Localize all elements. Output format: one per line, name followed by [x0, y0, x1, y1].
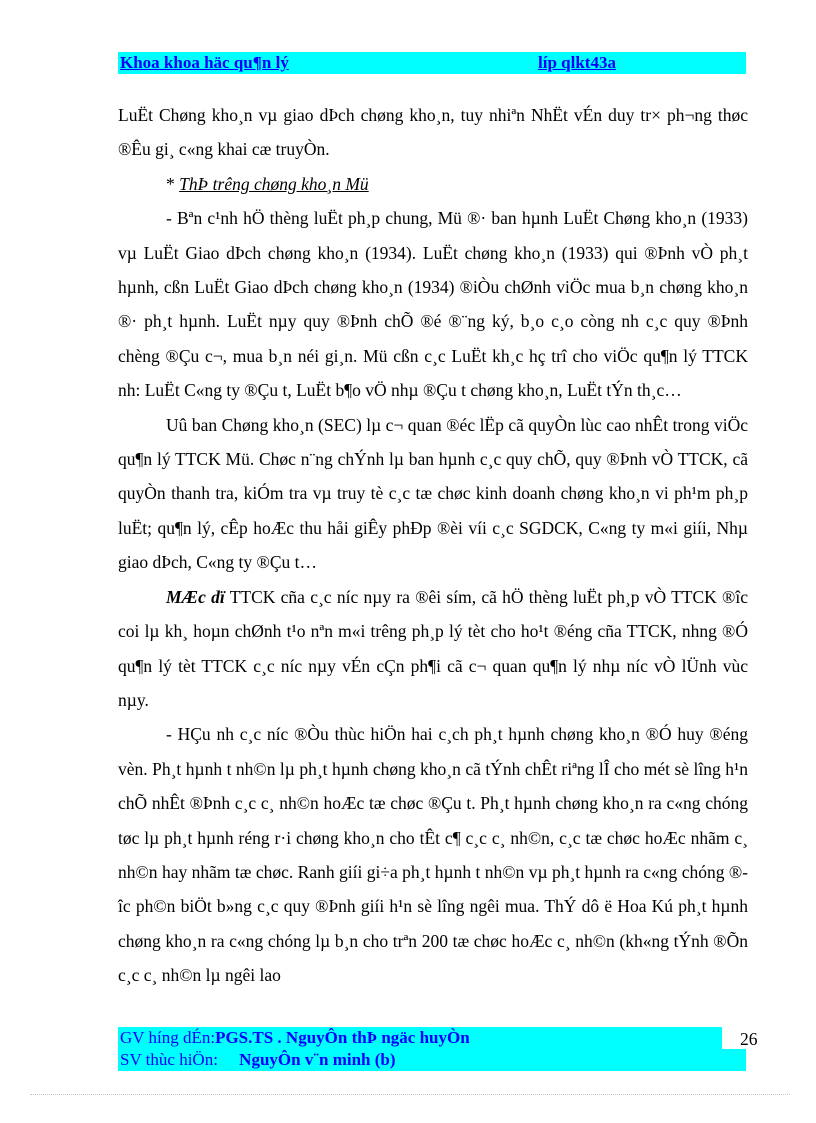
paragraph-1: LuËt Chøng kho¸n vµ giao dÞch chøng kho¸n, tuy nhiªn NhËt vÉn duy tr× ph¬ng thøc ®Êu gi¸ c«ng khai cæ truyÒn.: [118, 105, 748, 160]
paragraph-4-lead: MÆc dï: [166, 586, 225, 607]
footer-supervisor: [120, 1028, 470, 1048]
student-name: NguyÔn v¨n minh (b): [239, 1050, 396, 1069]
paragraph-4: [118, 580, 748, 718]
paragraph-2: - Bªn c¹nh hÖ thèng luËt ph¸p chung, Mü ®· ban hµnh LuËt Chøng kho¸n (1933) vµ LuËt Giao dÞch chøng kho¸n (1934). LuËt chøng kho¸n (1933) qui ®Þnh vÒ ph¸t hµnh, cßn LuËt Giao dÞch chøng kho¸n (1934) ®iÒu chØnh viÖc mua b¸n chøng kho¸n ®· ph¸t hµnh. LuËt nµy quy ®Þnh chÕ ®é ®¨ng ký, b¸o c¸o còng nh c¸c quy ®Þnh chèng ®Çu c¬, mua b¸n néi gi¸n. Mü cßn c¸c LuËt kh¸c hç trî cho viÖc qu¶n lý TTCK nh: LuËt C«ng ty ®Çu t, LuËt b¶o vÖ nhµ ®Çu t chøng kho¸n, LuËt tÝn th¸c…: [118, 208, 748, 401]
student-label: SV thùc hiÖn:: [120, 1050, 240, 1069]
page-number: 26: [740, 1029, 758, 1049]
footer-supervisor-band: [118, 1027, 722, 1049]
footer-student-band: [118, 1049, 746, 1071]
header-band: [118, 52, 746, 74]
paragraph-3: Uû ban Chøng kho¸n (SEC) lµ c¬ quan ®éc lËp cã quyÒn lùc cao nhÊt trong viÖc qu¶n lý TTCK Mü. Chøc n¨ng chÝnh lµ ban hµnh c¸c quy chÕ, quy ®Þnh vÒ TTCK, cã quyÒn thanh tra, kiÓm tra vµ truy tè c¸c tæ chøc kinh doanh chøng kho¸n vi ph¹m ph¸p luËt; qu¶n lý, cÊp hoÆc thu håi giÊy phÐp ®èi víi c¸c SGDCK, C«ng ty m«i giíi, Nhµ giao dÞch, C«ng ty ®Çu t…: [118, 414, 748, 573]
header-faculty: Khoa khoa häc qu¶n lý: [120, 53, 289, 72]
paragraph-4-text: TTCK cña c¸c níc nµy ra ®êi sím, cã hÖ thèng luËt ph¸p vÒ TTCK ®îc coi lµ kh¸ hoµn chØnh t¹o nªn m«i trêng ph¸p lý tèt cho ho¹t ®éng cña TTCK, nhng ®Ó qu¶n lý tèt TTCK c¸c níc nµy vÉn cÇn ph¶i cã c¬ quan qu¶n lý nhµ níc vÒ lÜnh vùc nµy.: [118, 586, 748, 710]
document-body: [118, 98, 748, 993]
supervisor-name: PGS.TS . NguyÔn thÞ ngäc huyÒn: [215, 1028, 470, 1047]
footer-student: [120, 1050, 396, 1070]
page-separator: [30, 1094, 790, 1095]
supervisor-label: GV híng dÉn:: [120, 1028, 216, 1047]
paragraph-5: - HÇu nh c¸c níc ®Òu thùc hiÖn hai c¸ch ph¸t hµnh chøng kho¸n ®Ó huy ®éng vèn. Ph¸t hµnh t nh©n lµ ph¸t hµnh chøng kho¸n cã tÝnh chÊt riªng lÎ cho mét sè lîng h¹n chÕ nhÊt ®Þnh c¸c c¸ nh©n hoÆc tæ chøc ®Çu t. Ph¸t hµnh chøng kho¸n ra c«ng chóng tøc lµ ph¸t hµnh réng r·i chøng kho¸n cho tÊt c¶ c¸c c¸ nh©n, c¸c tæ chøc hoÆc nhãm c¸ nh©n hay nhãm tæ chøc. Ranh giíi gi÷a ph¸t hµnh t nh©n vµ ph¸t hµnh ra c«ng chóng ®îc ph©n biÖt b»ng c¸c quy ®Þnh giíi h¹n sè lîng ngêi mua. ThÝ dô ë Hoa Kú ph¸t hµnh chøng kho¸n ra c«ng chóng lµ b¸n cho trªn 200 tæ chøc hoÆc c¸ nh©n (kh«ng tÝnh ®Õn c¸c c¸ nh©n lµ ngêi lao: [118, 724, 748, 986]
header-class: líp qlkt43a: [538, 53, 616, 72]
subheading-text: ThÞ trêng chøng kho¸n Mü: [179, 173, 369, 194]
subheading-prefix: *: [166, 173, 180, 194]
subheading: [118, 167, 748, 201]
